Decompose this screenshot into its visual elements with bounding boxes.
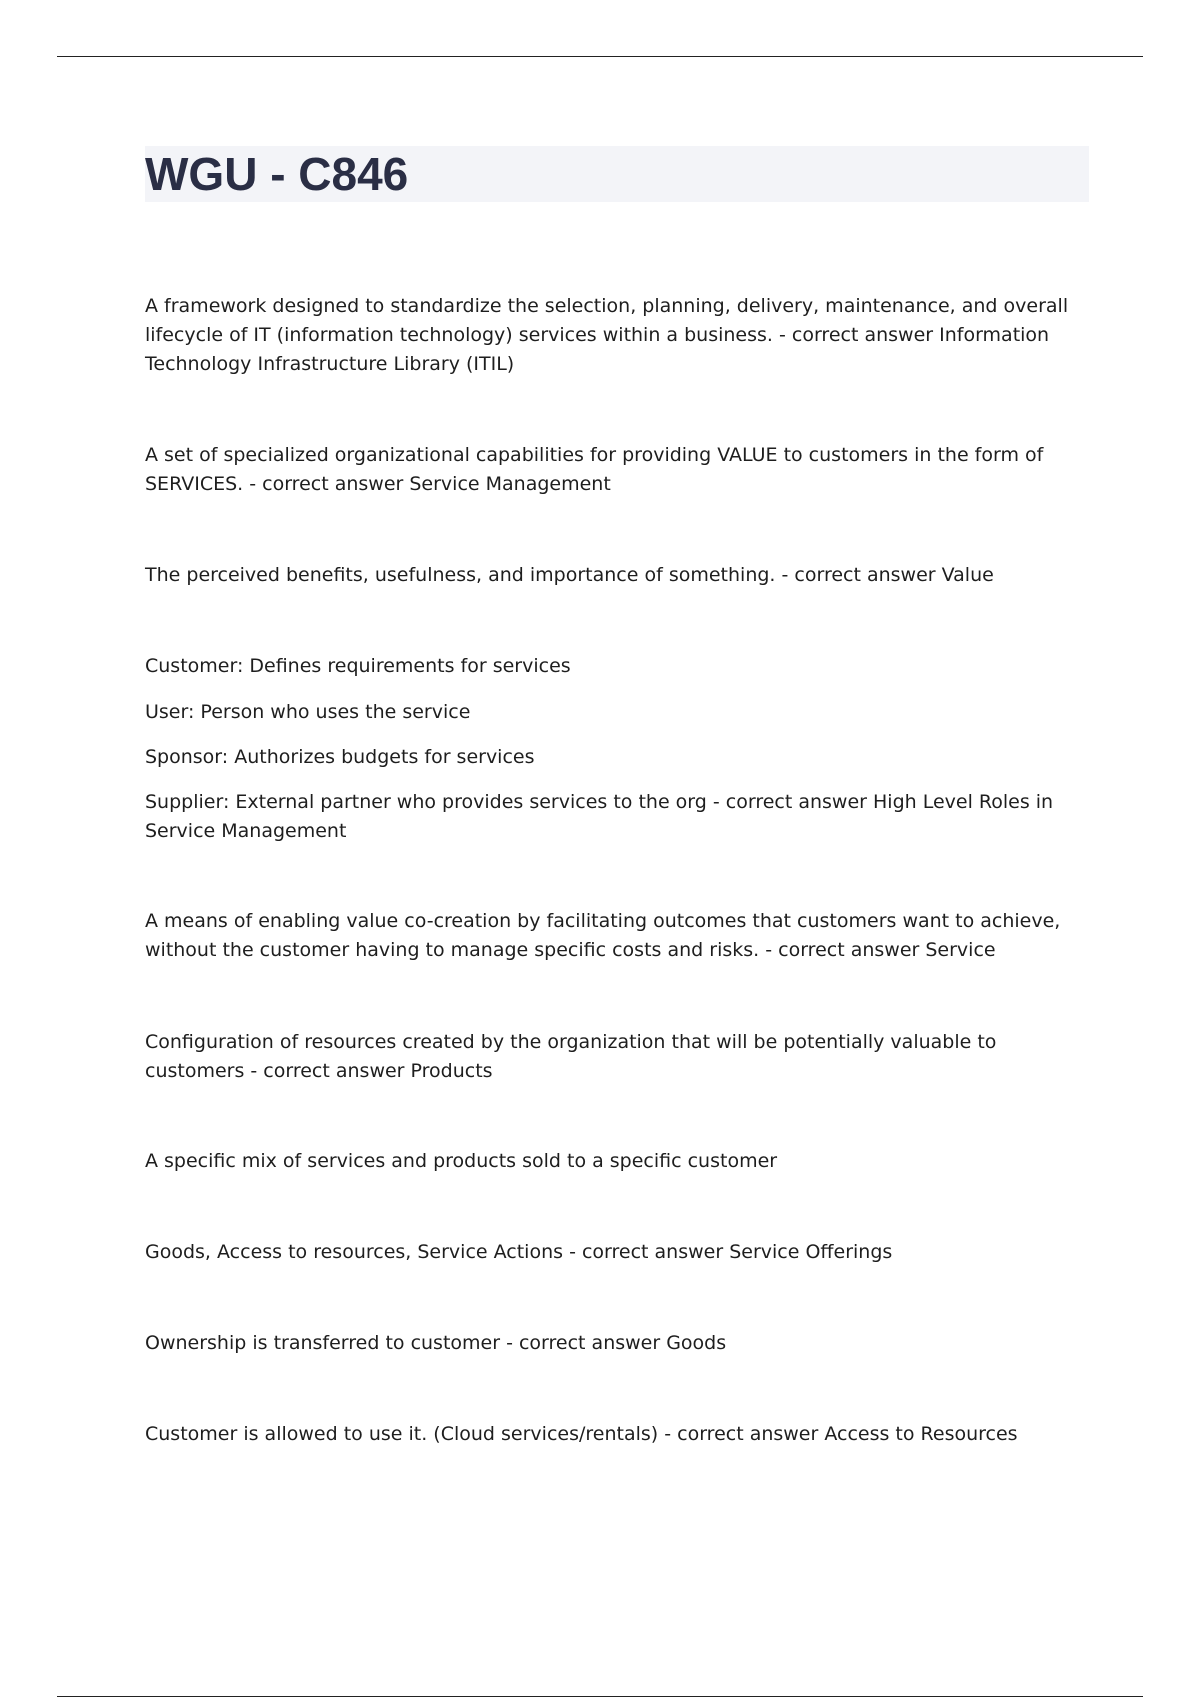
entry-specific-mix: A specific mix of services and products sold to a specific customer — [145, 1150, 778, 1172]
entry-service-offerings: Goods, Access to resources, Service Actions - correct answer Service Offerings — [145, 1241, 893, 1263]
header-rule — [57, 56, 1143, 57]
entry-role-supplier: Supplier: External partner who provides services to the org - correct answer High Level Roles in Service Management — [145, 791, 1054, 842]
document-title: WGU - C846 — [145, 148, 409, 200]
entry-service: A means of enabling value co-creation by facilitating outcomes that customers want to achieve, without the customer having to manage specific costs and risks. - correct answer Service — [145, 910, 1061, 961]
entry-role-customer: Customer: Defines requirements for services — [145, 655, 571, 677]
entry-role-user: User: Person who uses the service — [145, 701, 471, 723]
entry-itil: A framework designed to standardize the selection, planning, delivery, maintenance, and overall lifecycle of IT (information technology) services within a business. - correct answer Information Technology Infrastructure Library (ITIL) — [145, 295, 1069, 375]
entry-access-to-resources: Customer is allowed to use it. (Cloud services/rentals) - correct answer Access to Resources — [145, 1423, 1018, 1445]
entry-goods: Ownership is transferred to customer - correct answer Goods — [145, 1332, 727, 1354]
entry-service-management: A set of specialized organizational capabilities for providing VALUE to customers in the form of SERVICES. - correct answer Service Management — [145, 444, 1044, 495]
entry-value: The perceived benefits, usefulness, and importance of something. - correct answer Value — [145, 564, 994, 586]
entry-role-sponsor: Sponsor: Authorizes budgets for services — [145, 746, 535, 768]
footer-rule — [57, 1696, 1143, 1697]
entry-products: Configuration of resources created by the organization that will be potentially valuable to customers - correct answer Products — [145, 1031, 997, 1082]
